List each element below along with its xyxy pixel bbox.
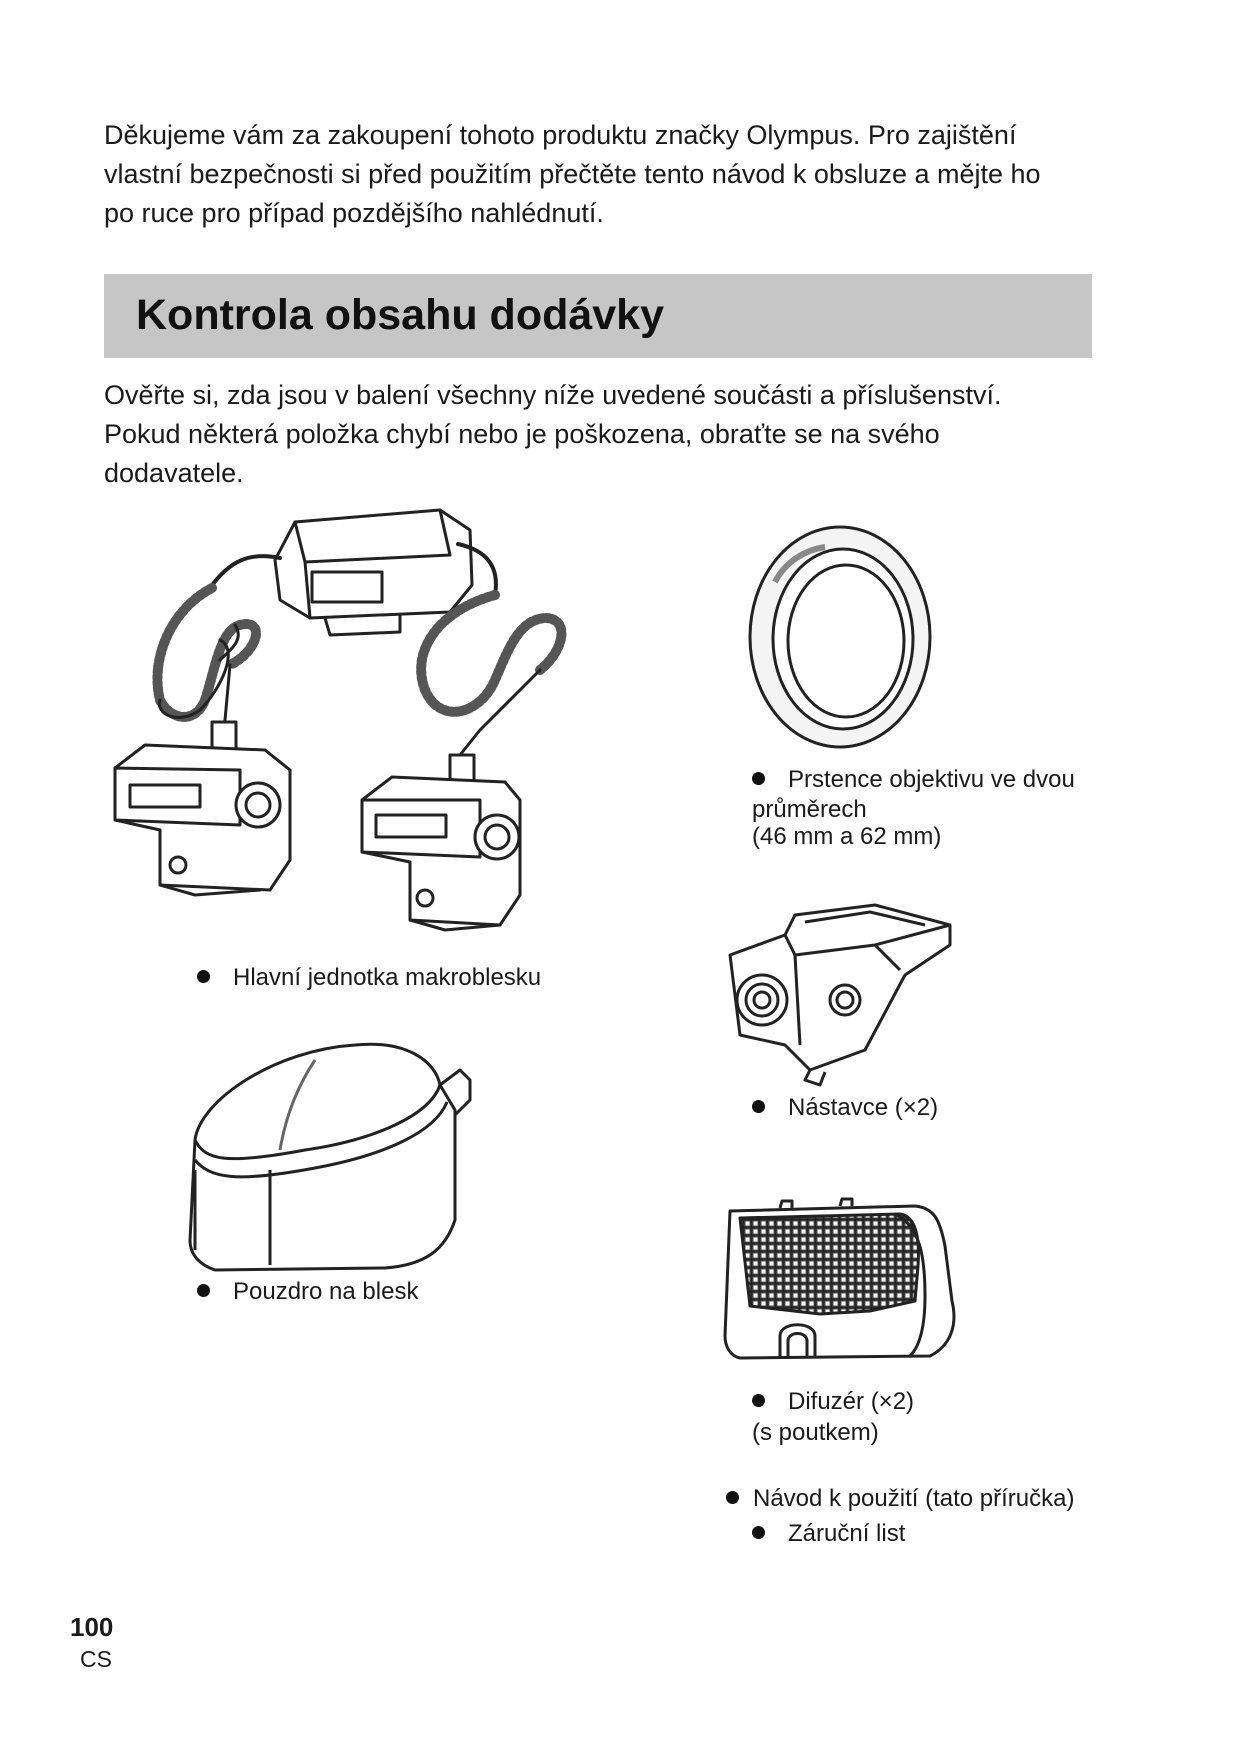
main-unit-label: Hlavní jednotka makroblesku (233, 964, 542, 991)
check-paragraph (104, 376, 1104, 493)
section-title: Kontrola obsahu dodávky (136, 291, 665, 339)
macro-flash-unit-illustration (100, 500, 600, 960)
intro-paragraph (104, 116, 1104, 233)
list-item-adapters (752, 1094, 938, 1122)
list-item-warranty (752, 1520, 905, 1548)
diffuser-illustration (720, 1196, 960, 1371)
list-item-case (197, 1278, 418, 1306)
intro-line-1: Děkujeme vám za zakoupení tohoto produktu značky Olympus. Pro zajištění (104, 120, 1017, 150)
bullet-dot (752, 1394, 765, 1407)
bullet-dot (752, 1526, 765, 1539)
list-item-main-unit (197, 964, 541, 992)
rings-label-1: Prstence objektivu ve dvou (788, 766, 1075, 793)
check-line-2: Pokud některá položka chybí nebo je poškozena, obraťte se na svého (104, 419, 940, 449)
list-item-diffuser (752, 1388, 914, 1416)
list-item-manual (726, 1485, 1074, 1513)
bullet-dot (752, 1100, 765, 1113)
page-number: 100 (70, 1612, 114, 1642)
rings-label-3: (46 mm a 62 mm) (752, 823, 942, 850)
warranty-label: Záruční list (788, 1520, 906, 1547)
flash-case-illustration (185, 1040, 475, 1280)
case-label: Pouzdro na blesk (233, 1278, 419, 1305)
rings-label-2: průměrech (752, 796, 867, 823)
intro-line-3: po ruce pro případ pozdějšího nahlédnutí. (104, 198, 604, 228)
lens-ring-illustration (745, 522, 945, 752)
bullet-dot (197, 970, 210, 983)
bullet-dot (197, 1284, 210, 1297)
section-heading-band (104, 274, 1092, 358)
bullet-dot (752, 772, 765, 785)
diffuser-label-2: (s poutkem) (752, 1419, 879, 1446)
check-line-3: dodavatele. (104, 458, 244, 488)
list-item-rings (752, 766, 1075, 794)
diffuser-label-1: Difuzér (×2) (788, 1388, 915, 1415)
intro-line-2: vlastní bezpečnosti si před použitím přečtěte tento návod k obsluze a mějte ho (104, 159, 1041, 189)
adapters-label: Nástavce (×2) (788, 1094, 939, 1121)
adapter-illustration (725, 900, 960, 1090)
page-language: CS (80, 1646, 112, 1672)
bullet-dot (726, 1491, 739, 1504)
check-line-1: Ověřte si, zda jsou v balení všechny níže uvedené součásti a příslušenství. (104, 380, 1002, 410)
manual-label: Návod k použití (tato příručka) (753, 1485, 1075, 1512)
